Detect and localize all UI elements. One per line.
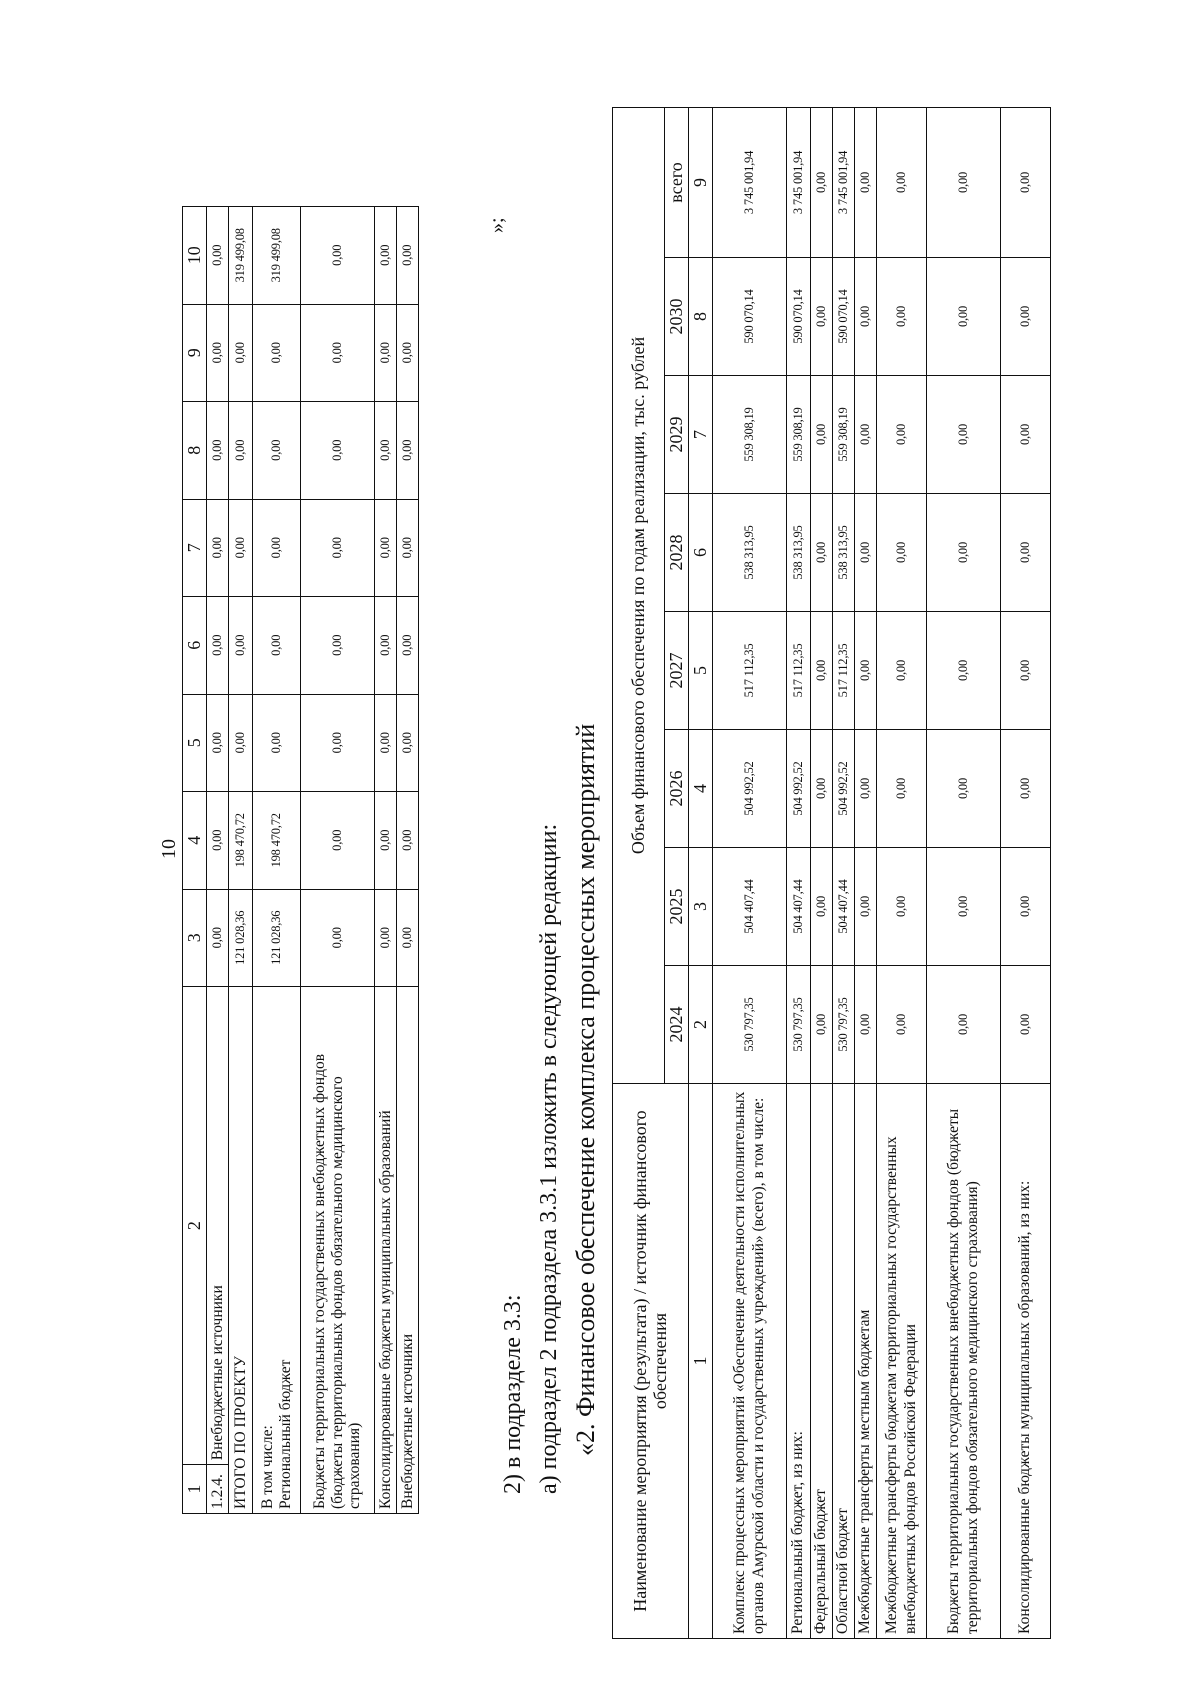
row-label: Федеральный бюджет [811, 1084, 833, 1639]
row-label [253, 987, 301, 1514]
row-label: Комплекс процессных мероприятий «Обеспечение деятельности исполнительных органов Амурской области и государственных учреждений» (всего), в том числе: [713, 1084, 787, 1639]
table-cell: 0,00 [207, 402, 229, 500]
table-cell: 530 797,35 [787, 966, 811, 1084]
column-number: 10 [183, 207, 207, 305]
row-label-line: Региональный бюджет [276, 1359, 294, 1509]
year-header: 2029 [665, 376, 689, 494]
table-cell: 504 992,52 [713, 730, 787, 848]
year-header: 2027 [665, 612, 689, 730]
column-number: 6 [183, 597, 207, 695]
table-cell: 0,00 [207, 499, 229, 597]
row-label: Консолидированные бюджеты муниципальных образований [375, 987, 397, 1514]
table-cell: 0,00 [301, 402, 375, 500]
table-cell: 0,00 [1001, 107, 1051, 257]
table-cell: 0,00 [253, 402, 301, 500]
column-number: 6 [689, 494, 713, 612]
table-cell: 0,00 [375, 304, 397, 402]
instruction-line-1: 2) в подразделе 3.3: [500, 1294, 526, 1494]
section-heading: «2. Финансовое обеспечение комплекса процессных мероприятий [571, 723, 600, 1456]
table-cell: 319 499,08 [253, 207, 301, 305]
table-cell: 0,00 [855, 966, 877, 1084]
table-cell: 0,00 [397, 402, 419, 500]
project-totals-table [182, 206, 419, 1514]
table-cell: 0,00 [375, 597, 397, 695]
table-cell: 0,00 [855, 258, 877, 376]
table-row [713, 107, 787, 1638]
table-cell: 0,00 [229, 597, 253, 695]
column-number: 9 [183, 304, 207, 402]
year-header: 2024 [665, 966, 689, 1084]
table-row [301, 207, 375, 1514]
table-cell: 0,00 [301, 792, 375, 890]
table-cell: 0,00 [301, 597, 375, 695]
table-cell: 504 992,52 [833, 730, 855, 848]
table-cell: 0,00 [375, 402, 397, 500]
table-cell: 538 313,95 [713, 494, 787, 612]
table-cell: 0,00 [877, 966, 927, 1084]
table-cell: 0,00 [301, 304, 375, 402]
column-number: 3 [689, 848, 713, 966]
table-cell: 0,00 [253, 304, 301, 402]
table-cell: 0,00 [301, 207, 375, 305]
table-cell: 0,00 [811, 848, 833, 966]
row-label: Областной бюджет [833, 1084, 855, 1639]
table-cell: 559 308,19 [833, 376, 855, 494]
table-cell: 0,00 [397, 889, 419, 987]
table-cell: 0,00 [375, 889, 397, 987]
table-cell: 590 070,14 [787, 258, 811, 376]
year-header: 2028 [665, 494, 689, 612]
table-cell: 0,00 [397, 792, 419, 890]
table-cell: 0,00 [1001, 258, 1051, 376]
table-cell: 3 745 001,94 [713, 107, 787, 257]
table-cell: 504 407,44 [713, 848, 787, 966]
table-cell: 0,00 [811, 258, 833, 376]
table-cell: 121 028,36 [229, 889, 253, 987]
table-cell: 0,00 [927, 848, 1001, 966]
table-cell: 0,00 [855, 848, 877, 966]
table-row [253, 207, 301, 1514]
table-row [877, 107, 927, 1638]
table-cell: 0,00 [855, 107, 877, 257]
row-label: Бюджеты территориальных государственных внебюджетных фондов (бюджеты территориальных фондов обязательного медицинского страхования) [301, 987, 375, 1514]
table-cell: 504 992,52 [787, 730, 811, 848]
table-cell: 517 112,35 [713, 612, 787, 730]
table-cell: 0,00 [877, 494, 927, 612]
header-name-cell: Наименование мероприятия (результата) / источник финансового обеспечения [613, 1084, 689, 1639]
row-label: Внебюджетные источники [207, 987, 229, 1465]
row-label: Консолидированные бюджеты муниципальных образований, из них: [1001, 1084, 1051, 1639]
table-cell: 0,00 [877, 258, 927, 376]
table-row [855, 107, 877, 1638]
row-code: 1.2.4. [207, 1465, 229, 1514]
table-cell: 0,00 [877, 612, 927, 730]
table-cell: 198 470,72 [253, 792, 301, 890]
table-cell: 0,00 [397, 304, 419, 402]
table-header-row [613, 107, 665, 1638]
header-volume-cell: Объем финансового обеспечения по годам реализации, тыс. рублей [613, 107, 665, 1083]
table-row [833, 107, 855, 1638]
table-cell: 0,00 [927, 966, 1001, 1084]
table-cell: 0,00 [855, 494, 877, 612]
table-cell: 0,00 [855, 612, 877, 730]
table-cell: 0,00 [229, 304, 253, 402]
table-cell: 0,00 [229, 402, 253, 500]
column-number: 2 [689, 966, 713, 1084]
table-cell: 0,00 [855, 730, 877, 848]
table-cell: 121 028,36 [253, 889, 301, 987]
row-label: Внебюджетные источники [397, 987, 419, 1514]
year-header: 2025 [665, 848, 689, 966]
year-header: 2030 [665, 258, 689, 376]
table-cell: 0,00 [927, 376, 1001, 494]
table-cell: 0,00 [375, 207, 397, 305]
table-cell: 0,00 [207, 792, 229, 890]
table-cell: 530 797,35 [713, 966, 787, 1084]
year-header: всего [665, 107, 689, 257]
table-header-row [183, 207, 207, 1514]
closing-quote-mark: »; [486, 217, 508, 233]
column-number: 5 [183, 694, 207, 792]
table-cell: 0,00 [253, 499, 301, 597]
column-number: 8 [183, 402, 207, 500]
table-cell: 0,00 [207, 694, 229, 792]
table-cell: 0,00 [1001, 376, 1051, 494]
column-number: 8 [689, 258, 713, 376]
table-cell: 0,00 [927, 258, 1001, 376]
table-cell: 0,00 [397, 499, 419, 597]
table-row [207, 207, 229, 1514]
table-cell: 517 112,35 [833, 612, 855, 730]
table-cell: 504 407,44 [833, 848, 855, 966]
table-cell: 0,00 [1001, 730, 1051, 848]
row-label: Региональный бюджет, из них: [787, 1084, 811, 1639]
table-cell: 0,00 [229, 694, 253, 792]
column-number: 7 [689, 376, 713, 494]
table-cell: 198 470,72 [229, 792, 253, 890]
table-cell: 0,00 [301, 694, 375, 792]
table-cell: 0,00 [1001, 848, 1051, 966]
row-label: Бюджеты территориальных государственных внебюджетных фондов (бюджеты территориальных фондов обязательного медицинского страхования) [927, 1084, 1001, 1639]
table-cell: 0,00 [877, 376, 927, 494]
table-cell: 0,00 [207, 597, 229, 695]
table-row [1001, 107, 1051, 1638]
table-cell: 538 313,95 [787, 494, 811, 612]
table-cell: 3 745 001,94 [787, 107, 811, 257]
table-cell: 0,00 [253, 597, 301, 695]
table-cell: 538 313,95 [833, 494, 855, 612]
table-cell: 590 070,14 [833, 258, 855, 376]
table-cell: 0,00 [811, 612, 833, 730]
table-cell: 530 797,35 [833, 966, 855, 1084]
table-row [397, 207, 419, 1514]
table-cell: 0,00 [301, 499, 375, 597]
table-cell: 0,00 [811, 730, 833, 848]
table-cell: 319 499,08 [229, 207, 253, 305]
table-cell: 559 308,19 [713, 376, 787, 494]
column-number: 2 [183, 987, 207, 1465]
table-row [787, 107, 811, 1638]
table-cell: 0,00 [375, 694, 397, 792]
table-cell: 0,00 [927, 107, 1001, 257]
table-cell: 0,00 [1001, 612, 1051, 730]
row-label: Межбюджетные трансферты бюджетам территориальных государственных внебюджетных фондов Российской Федерации [877, 1084, 927, 1639]
column-number-row [689, 107, 713, 1638]
column-number: 7 [183, 499, 207, 597]
financing-table [612, 107, 1051, 1639]
table-cell: 0,00 [811, 107, 833, 257]
table-row [375, 207, 397, 1514]
instruction-line-2: а) подраздел 2 подраздела 3.3.1 изложить в следующей редакции: [536, 823, 562, 1494]
column-number: 1 [689, 1084, 713, 1639]
table-cell: 0,00 [927, 494, 1001, 612]
table-cell: 559 308,19 [787, 376, 811, 494]
table-cell: 0,00 [207, 304, 229, 402]
table-cell: 0,00 [877, 107, 927, 257]
page-number: 10 [158, 839, 180, 859]
table-cell: 0,00 [397, 694, 419, 792]
table-cell: 0,00 [811, 494, 833, 612]
row-label-line: В том числе: [258, 1425, 276, 1509]
table-row [811, 107, 833, 1638]
table-row [229, 207, 253, 1514]
table-cell: 0,00 [207, 207, 229, 305]
table-cell: 0,00 [855, 376, 877, 494]
table-cell: 0,00 [229, 499, 253, 597]
table-cell: 504 407,44 [787, 848, 811, 966]
column-number: 4 [183, 792, 207, 890]
column-number: 1 [183, 1465, 207, 1514]
table-cell: 0,00 [927, 612, 1001, 730]
table-row [927, 107, 1001, 1638]
table-cell: 0,00 [253, 694, 301, 792]
table-cell: 590 070,14 [713, 258, 787, 376]
column-number: 5 [689, 612, 713, 730]
table-cell: 0,00 [397, 597, 419, 695]
table-cell: 3 745 001,94 [833, 107, 855, 257]
row-label: ИТОГО ПО ПРОЕКТУ [229, 987, 253, 1514]
table-cell: 0,00 [1001, 966, 1051, 1084]
table-cell: 0,00 [207, 889, 229, 987]
table-cell: 0,00 [1001, 494, 1051, 612]
table-cell: 0,00 [877, 730, 927, 848]
table-cell: 0,00 [301, 889, 375, 987]
table-cell: 0,00 [811, 376, 833, 494]
table-cell: 0,00 [375, 792, 397, 890]
column-number: 3 [183, 889, 207, 987]
table-cell: 0,00 [877, 848, 927, 966]
table-cell: 0,00 [397, 207, 419, 305]
row-label: Межбюджетные трансферты местным бюджетам [855, 1084, 877, 1639]
year-header: 2026 [665, 730, 689, 848]
table-cell: 0,00 [927, 730, 1001, 848]
table-cell: 0,00 [375, 499, 397, 597]
table-cell: 0,00 [811, 966, 833, 1084]
table-cell: 517 112,35 [787, 612, 811, 730]
column-number: 4 [689, 730, 713, 848]
column-number: 9 [689, 107, 713, 257]
